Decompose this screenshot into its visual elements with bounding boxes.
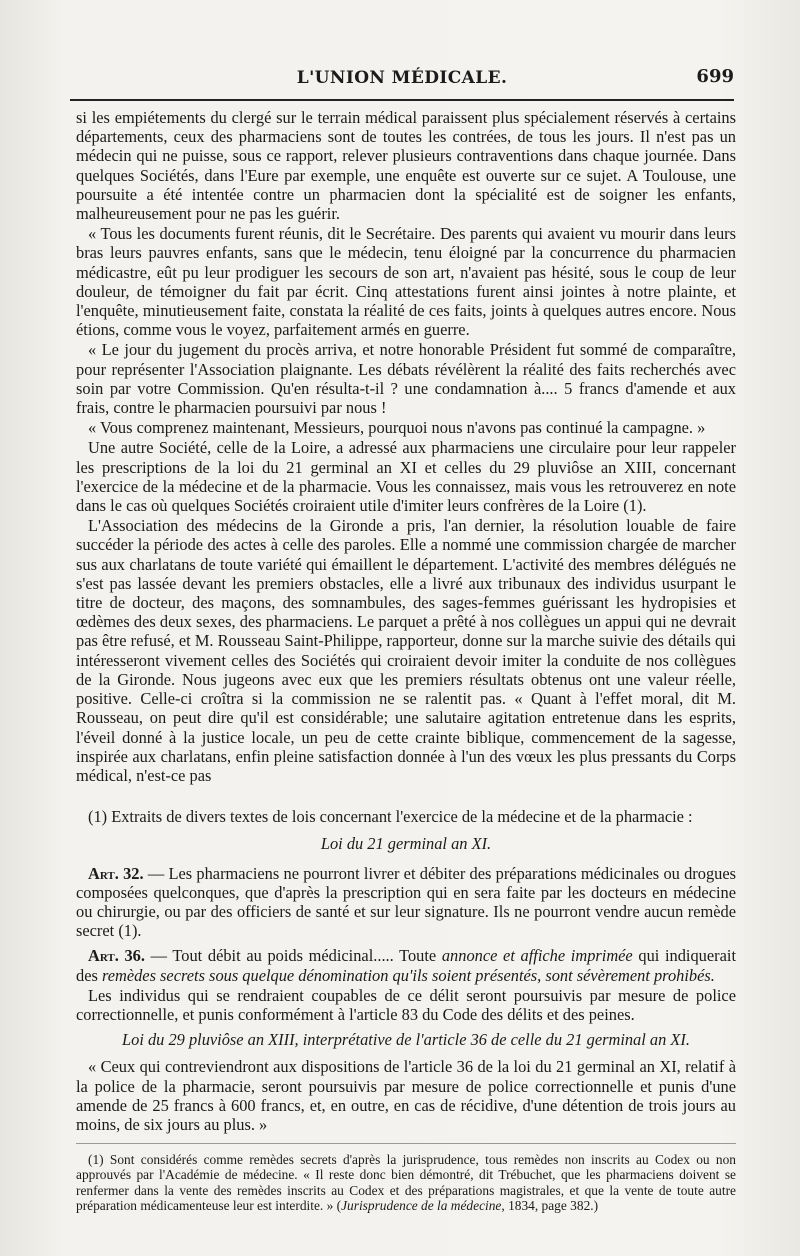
footnote-body: (1) Sont considérés comme remèdes secrets d'après la jurisprudence, tous remèdes non inscrits au Codex ou non approuvés par l'Académie de médecine. « Il reste donc bien démontré, dit Trébuchet, que les pharmaciens doivent se renfermer dans la vente des remèdes inscrits au Codex et des préparations magistrales, et que la vente de toute autre préparation médicamenteuse leur est interdite. » ( <box>76 1152 736 1214</box>
article-32-label: Art. 32. <box>88 863 144 883</box>
article-36-label: Art. 36. <box>88 946 145 966</box>
article-36 <box>76 946 736 984</box>
article-36-text-2: qui indiquerait des <box>76 946 736 985</box>
law-title-pluviose: Loi du 29 pluviôse an XIII, interprétative de l'article 36 de celle du 21 germinal an XI. <box>122 1030 690 1050</box>
header-rule <box>70 99 734 101</box>
paragraph: L'Association des médecins de la Gironde a pris, l'an dernier, la résolution louable de faire succéder la période des actes à celle des paroles. Elle a nommé une commission chargée de marcher sus aux charlatans de toute variété qui émaillent le département. L'activité des membres délégués ne s'est pas lassée devant les premiers obstacles, elle a livré aux tribunaux des individus usurpant le titre de docteur, des maçons, des somnambules, des sages-femmes guérissant les hydropisies et œdèmes des deux sexes, des pharmaciens. Le parquet a prêté à nos collègues un appui qui ne devrait pas être refusé, et M. Rousseau Saint-Philippe, rapporteur, donne sur la marche suivie des détails qui intéresseront vivement celles des Sociétés qui croiraient devoir imiter la conduite de nos collègues de la Gironde. Nous jugeons avec eux que les premiers résultats obtenus ont une valeur réelle, positive. Celle-ci croîtra si la commission ne se ralentit pas. « Quant à l'effet moral, dit M. Rousseau, on peut dire qu'il est considérable; une salutaire agitation entretenue dans les esprits, l'éveil donné à la justice locale, un peu de cette crainte biblique, commencement de la sagesse, inspirée aux charlatans, enfin pleine satisfaction donnée à l'un des vœux les plus pressants du Corps médical, n'est-ce pas <box>76 516 736 785</box>
pluviose-paragraph: « Ceux qui contreviendront aux dispositions de l'article 36 de la loi du 21 germinal an XI, relatif à la police de la pharmacie, seront poursuivis par mesure de police correctionnelle et punis d'une amende de 25 francs à 600 francs, et, en outre, en cas de récidive, d'une détention de trois jours au moins, de six jours au plus. » <box>76 1057 736 1134</box>
paragraph: Une autre Société, celle de la Loire, a adressé aux pharmaciens une circulaire pour leur rappeler les prescriptions de la loi du 21 germinal an XI et celles du 29 pluviôse an XIII, concernant l'exercice de la médecine et de la pharmacie. Vous les connaissez, mais vous les retrouverez en note dans le cas où quelques Sociétés croiraient utile d'imiter leurs confrères de la Loire (1). <box>76 438 736 516</box>
note-intro: (1) Extraits de divers textes de lois concernant l'exercice de la médecine et de la pharmacie : <box>88 807 693 827</box>
footnote-text <box>76 1152 736 1214</box>
paragraph: « Vous comprenez maintenant, Messieurs, pourquoi nous n'avons pas continué la campagne. » <box>88 418 706 438</box>
paragraph: « Tous les documents furent réunis, dit le Secrétaire. Des parents qui avaient vu mourir dans leurs bras leurs pauvres enfants, sans que le médecin, tenu éloigné par la concurrence du pharmacien médicastre, eût pu leur prodiguer les secours de son art, n'avaient pas hésité, sous le coup de leur douleur, de témoigner du fait par écrit. Cinq attestations furent ainsi jointes à notre plainte, et l'enquête, minutieusement faite, constata la réalité de ces faits, joints à quelques autres encore. Nous étions, comme vous le voyez, parfaitement armés en guerre. <box>76 224 736 340</box>
paragraph: si les empiétements du clergé sur le terrain médical paraissent plus spécialement réservés à certains départements, ceux des pharmaciens sont de toutes les contrées, de tous les jours. Il n'est pas un médecin qui ne puisse, sous ce rapport, relever plusieurs contraventions dans chaque journée. Dans quelques Sociétés, dans l'Eure par exemple, une enquête est ouverte sur ce sujet. A Toulouse, une poursuite a été intentée contre un pharmacien dont la spécialité est de soigner les enfants, malheureusement pour ne pas les guérir. <box>76 108 736 224</box>
footnote-rule <box>76 1143 736 1144</box>
footnote-source: Jurisprudence de la médecine <box>341 1198 502 1214</box>
article-32 <box>76 864 736 941</box>
article-36-emphasis-1: annonce et affiche imprimée <box>441 946 633 966</box>
footnote <box>76 1152 736 1214</box>
paragraph: « Le jour du jugement du procès arriva, et notre honorable Président fut sommé de comparaître, pour représenter l'Association plaignante. Les débats révélèrent la réalité des faits recherchés avec soin par votre Commission. Qu'en résulta-t-il ? une condamnation à.... 5 francs d'amende et aux frais, contre le pharmacien poursuivi par nous ! <box>76 340 736 418</box>
law-extracts-note <box>76 807 736 1134</box>
article-body <box>76 108 736 1134</box>
page-header <box>70 62 734 96</box>
footnote-source-tail: , 1834, page 382.) <box>501 1198 599 1214</box>
article-36-text: — Tout débit au poids médicinal..... Toute <box>144 946 442 966</box>
page-number: 699 <box>696 66 734 87</box>
running-title: L'UNION MÉDICALE. <box>296 68 508 88</box>
section-gap <box>76 785 736 807</box>
article-36-emphasis-2: remèdes secrets sous quelque dénomination qu'ils soient présentés, sont sévèrement prohibés. <box>101 965 715 985</box>
law-title-germinal: Loi du 21 germinal an XI. <box>320 834 492 854</box>
article-32-text: — Les pharmaciens ne pourront livrer et débiter des préparations médicinales ou drogues composées quelconques, que d'après la prescription qui en sera faite par les docteurs en médecine ou chirurgie, ou par des officiers de santé et sur leur signature. Ils ne pourront vendre aucun remède secret (1). <box>76 863 736 941</box>
penalty-paragraph: Les individus qui se rendraient coupables de ce délit seront poursuivis par mesure de police correctionnelle, et punis conformément à l'article 83 du Code des délits et des peines. <box>76 985 736 1024</box>
